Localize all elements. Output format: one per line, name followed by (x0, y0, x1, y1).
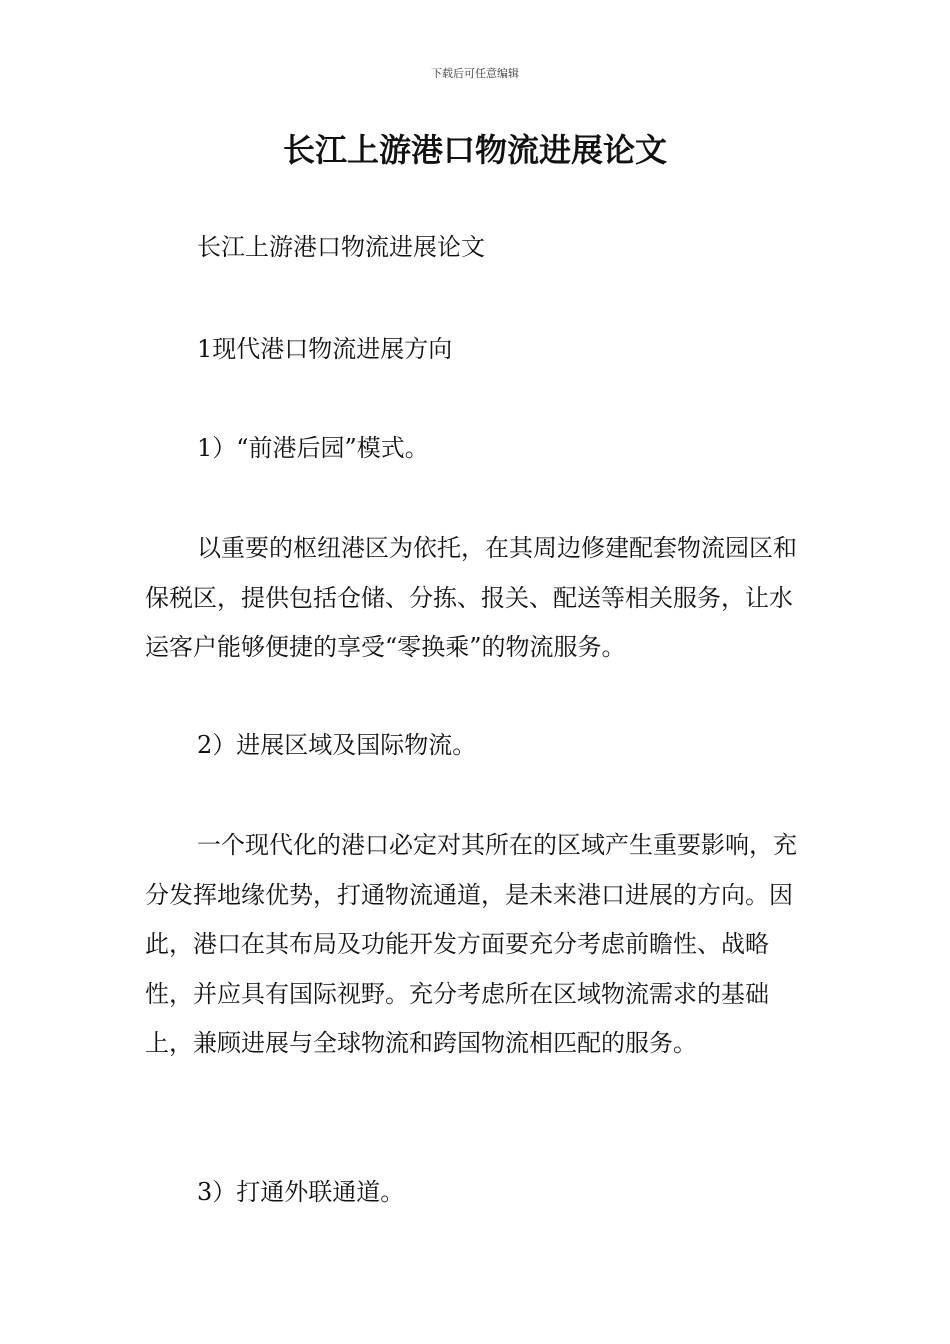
paragraph-item-2-heading: 2）进展区域及国际物流。 (197, 731, 477, 759)
paragraph-item-3-heading: 3）打通外联通道。 (197, 1178, 405, 1206)
paragraph-item-1-body: 以重要的枢纽港区为依托，在其周边修建配套物流园区和保税区，提供包括仓储、分拣、报关、配送等相关服务，让水运客户能够便捷的享受“零换乘”的物流服务。 (145, 534, 797, 661)
paragraph-subtitle: 长江上游港口物流进展论文 (197, 233, 485, 261)
paragraph-item-2-body: 一个现代化的港口必定对其所在的区域产生重要影响，充分发挥地缘优势，打通物流通道，是未来港口进展的方向。因此，港口在其布局及功能开发方面要充分考虑前瞻性、战略性，并应具有国际视野。充分考虑所在区域物流需求的基础上，兼顾进展与全球物流和跨国物流相匹配的服务。 (145, 831, 797, 1057)
document-title: 长江上游港口物流进展论文 (282, 131, 667, 169)
paragraph-section-heading: 1现代港口物流进展方向 (197, 335, 453, 363)
paragraph-item-1-heading: 1）“前港后园”模式。 (197, 434, 429, 462)
header-note: 下载后可任意编辑 (431, 67, 519, 80)
